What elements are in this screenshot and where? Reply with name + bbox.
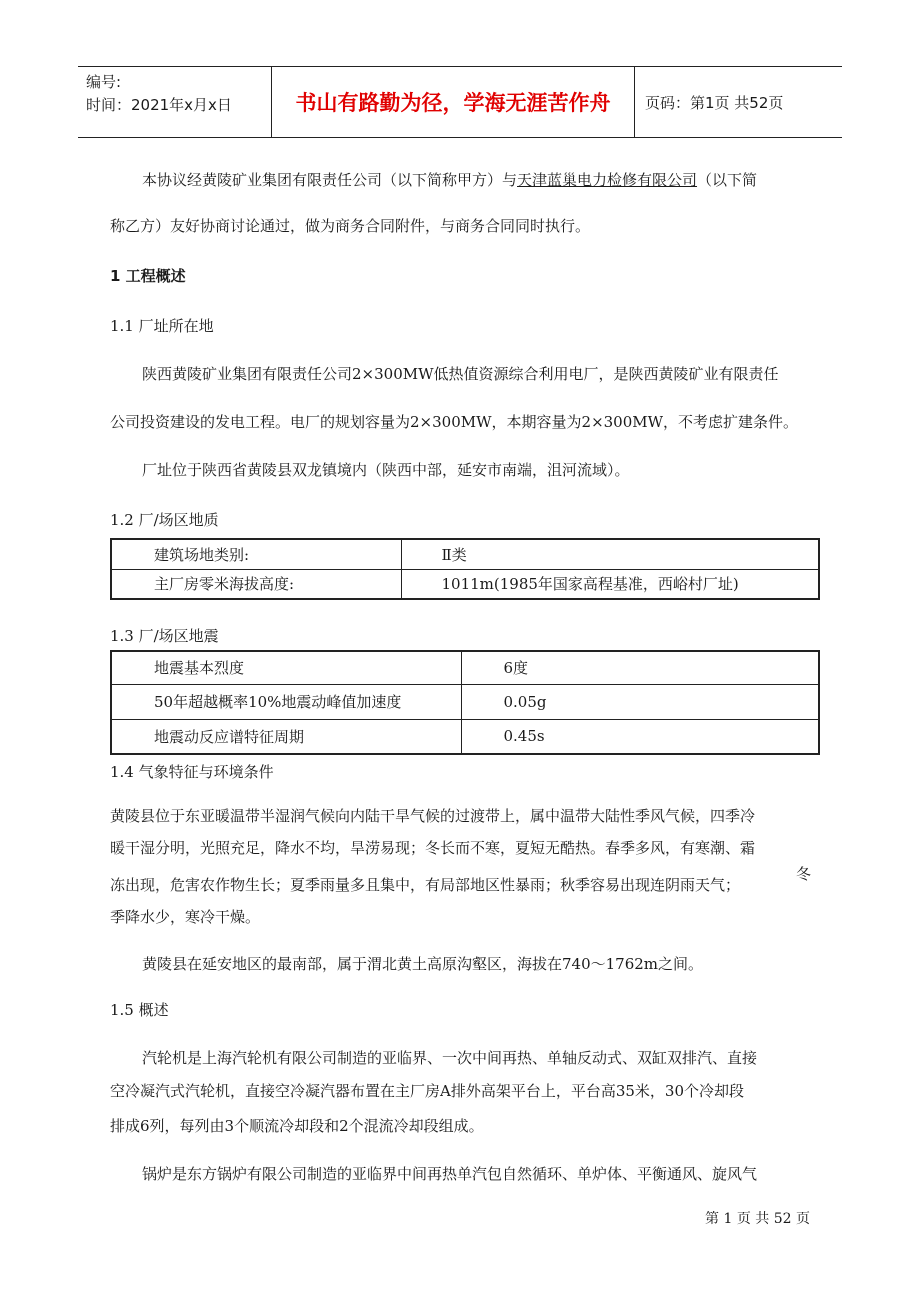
geology-table (110, 538, 820, 600)
page-footer: 第 1 页 共 52 页 (705, 1211, 810, 1227)
section-1-4-title: 1.4 气象特征与环境条件 (110, 763, 274, 781)
earthquake-label: 地震基本烈度 (111, 651, 461, 684)
s14-line3-tail: 冬 (796, 865, 812, 883)
intro-paragraph-line2: 称乙方）友好协商讨论通过，做为商务合同附件，与商务合同同时执行。 (110, 217, 591, 235)
geology-label: 建筑场地类别: (111, 539, 401, 569)
earthquake-label: 50年超越概率10%地震动峰值加速度 (111, 684, 461, 719)
s14-line1: 黄陵县位于东亚暖温带半湿润气候向内陆干旱气候的过渡带上，属中温带大陆性季风气候，四季冷 (110, 807, 756, 825)
earthquake-table (110, 650, 820, 755)
earthquake-value: 0.05g (461, 684, 819, 719)
earthquake-label: 地震动反应谱特征周期 (111, 719, 461, 754)
earthquake-value: 0.45s (461, 719, 819, 754)
s11-paragraph-line1: 陕西黄陵矿业集团有限责任公司2×300MW低热值资源综合利用电厂，是陕西黄陵矿业有限责任 (142, 365, 779, 383)
header-page-info: 页码：第1页 共52页 (645, 93, 784, 112)
s15-p2-line1: 锅炉是东方锅炉有限公司制造的亚临界中间再热单汽包自然循环、单炉体、平衡通风、旋风气 (142, 1165, 758, 1183)
geology-value: Ⅱ类 (401, 539, 819, 569)
s15-p1-line1: 汽轮机是上海汽轮机有限公司制造的亚临界、一次中间再热、单轴反动式、双缸双排汽、直接 (142, 1049, 758, 1067)
geology-label: 主厂房零米海拔高度: (111, 569, 401, 599)
header-motto: 书山有路勤为径，学海无涯苦作舟 (272, 67, 635, 137)
header-meta (78, 67, 272, 137)
page-header (78, 66, 842, 138)
section-1-1-title: 1.1 厂址所在地 (110, 317, 214, 335)
table-row (111, 651, 819, 684)
table-row (111, 684, 819, 719)
s15-p1-line3: 排成6列，每列由3个顺流冷却段和2个混流冷却段组成。 (110, 1117, 484, 1135)
s11-paragraph-2: 厂址位于陕西省黄陵县双龙镇境内（陕西中部，延安市南端，沮河流域）。 (142, 461, 630, 479)
table-row (111, 539, 819, 569)
table-row (111, 569, 819, 599)
document-date: 时间：2021年x月x日 (86, 96, 232, 114)
s11-paragraph-line2: 公司投资建设的发电工程。电厂的规划容量为2×300MW，本期容量为2×300MW，不考虑扩建条件。 (110, 413, 799, 431)
s14-line3: 冻出现，危害农作物生长；夏季雨量多且集中，有局部地区性暴雨；秋季容易出现连阴雨天气； (110, 876, 741, 894)
section-1-2-title: 1.2 厂/场区地质 (110, 511, 219, 529)
s14-line4: 季降水少，寒冷干燥。 (110, 908, 261, 926)
earthquake-value: 6度 (461, 651, 819, 684)
section-1-title: 1 工程概述 (110, 267, 186, 285)
geology-value: 1011m(1985年国家高程基准，西峪村厂址) (401, 569, 819, 599)
s15-p1-line2: 空冷凝汽式汽轮机，直接空冷凝汽器布置在主厂房A排外高架平台上，平台高35米，30个冷却段 (110, 1082, 745, 1100)
section-1-3-title: 1.3 厂/场区地震 (110, 627, 219, 645)
document-number-label: 编号: (86, 73, 122, 91)
table-row (111, 719, 819, 754)
s14-paragraph-2: 黄陵县在延安地区的最南部，属于渭北黄土高原沟壑区，海拔在740～1762m之间。 (142, 955, 704, 973)
intro-paragraph-line1: 本协议经黄陵矿业集团有限责任公司（以下简称甲方）与天津蓝巢电力检修有限公司（以下简 (142, 171, 758, 189)
section-1-5-title: 1.5 概述 (110, 1001, 169, 1019)
s14-line2: 暖干湿分明，光照充足，降水不均，旱涝易现；冬长而不寒，夏短无酷热。春季多风，有寒潮、霜 (110, 839, 756, 857)
party-b-name: 天津蓝巢电力检修有限公司 (517, 171, 698, 189)
